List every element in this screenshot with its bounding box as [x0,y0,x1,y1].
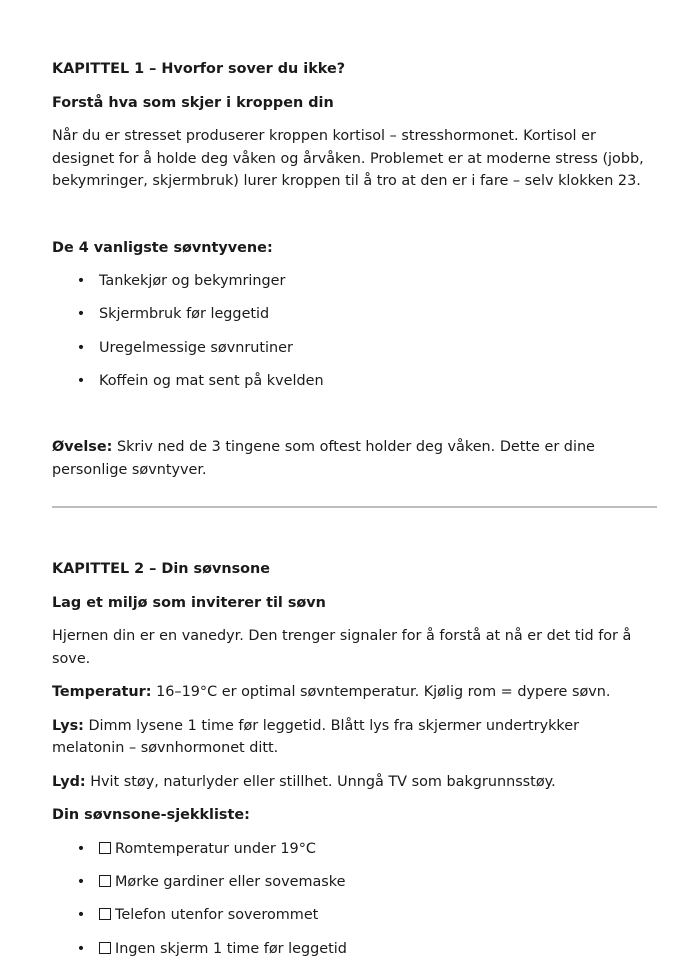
checkbox-icon [99,842,111,854]
list-item: • Skjermbruk før leggetid [52,303,656,326]
list-item: • Tankekjør og bekymringer [52,270,656,293]
temperature-paragraph: Temperatur: 16–19°C er optimal søvntemperatur. Kjølig rom = dypere søvn. [52,684,611,701]
chapter-1-title: KAPITTEL 1 – Hvorfor sover du ikke? [52,61,346,77]
checklist-item: • Telefon utenfor soverommet [52,904,656,927]
checklist-item: • Romtemperatur under 19°C [52,838,656,861]
bullet-icon: • [76,273,86,289]
bullet-icon: • [76,873,86,890]
bullet-icon: • [76,339,86,356]
checkbox-icon [99,908,111,920]
sleep-zone-checklist [52,838,656,960]
bullet-icon: • [76,907,86,924]
bullet-icon: • [76,306,86,323]
chapter-2-title: KAPITTEL 2 – Din søvnsone [52,561,271,578]
bullet-icon: • [76,372,86,389]
chapter-1-subtitle: Forstå hva som skjer i kroppen din [52,94,334,111]
list-item: • Uregelmessige søvnrutiner [52,337,656,360]
chapter-1-list-heading: De 4 vanligste søvntyvene: [52,239,273,256]
checklist-heading: Din søvnsone-sjekkliste: [52,807,250,824]
list-item: • Koffein og mat sent på kvelden [52,370,656,393]
checklist-item: • Ingen skjerm 1 time før leggetid [52,938,656,960]
checklist-item: • Mørke gardiner eller sovemaske [52,871,656,894]
bullet-icon: • [76,940,86,957]
chapter-1-exercise: Øvelse: Skriv ned de 3 tingene som oftest holder deg våken. Dette er dine personlige søvntyver. [52,439,595,478]
chapter-2-subtitle: Lag et miljø som inviterer til søvn [52,594,326,611]
checkbox-icon [99,875,111,887]
bullet-icon: • [76,840,86,857]
checkbox-icon [99,942,111,954]
chapter-1-intro: Når du er stresset produserer kroppen kortisol – stresshormonet. Kortisol er designet for å holde deg våken og årvåken. Problemet er at moderne stress (jobb, bekymringer, skjermbruk) lurer kroppen til å tro at den er i fare – selv klokken 23. [52,128,644,189]
sound-paragraph: Lyd: Hvit støy, naturlyder eller stillhet. Unngå TV som bakgrunnsstøy. [52,773,556,790]
light-paragraph: Lys: Dimm lysene 1 time før leggetid. Blått lys fra skjermer undertrykker melatonin – søvnhormonet ditt. [52,717,580,757]
chapter-2-intro: Hjernen din er en vanedyr. Den trenger signaler for å forstå at nå er det tid for å sove. [52,628,632,667]
sleep-thieves-list [52,270,656,392]
